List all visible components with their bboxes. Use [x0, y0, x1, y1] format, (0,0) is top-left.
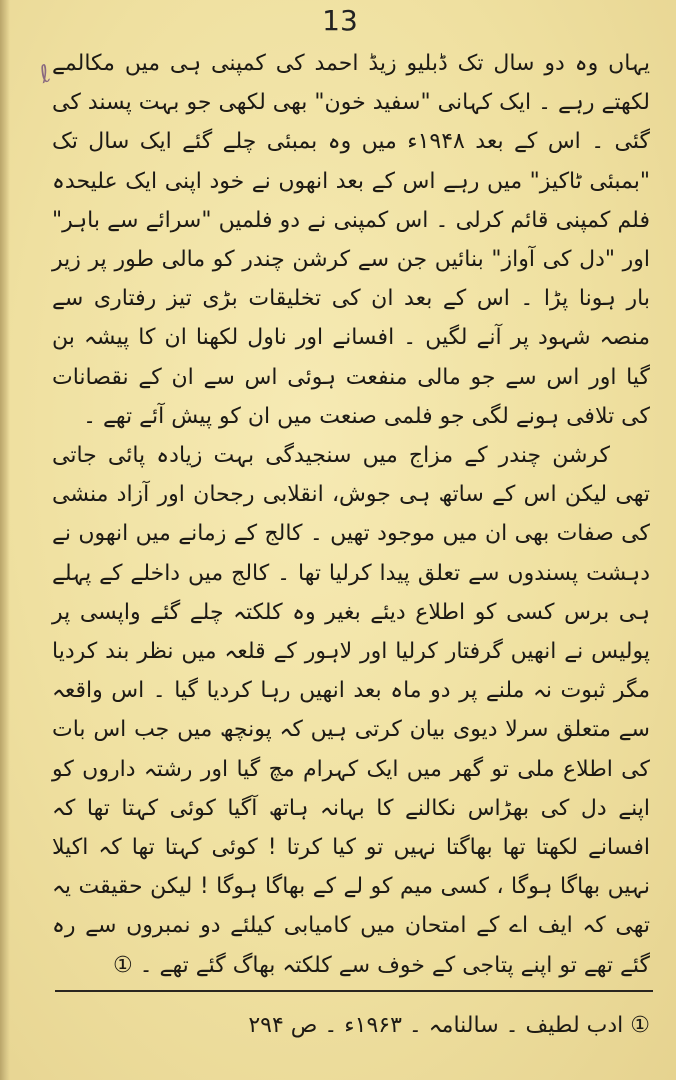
- page-number: 13: [322, 4, 358, 37]
- margin-mark: ℓ: [35, 59, 55, 89]
- footnote-divider: [55, 990, 653, 992]
- book-spine-shadow: [0, 0, 10, 1080]
- paragraph-2: کرشن چندر کے مزاج میں سنجیدگی بہت زیادہ پائی جاتی تھی لیکن اس کے ساتھ ہی جوش، انقلابی رجحان اور آزاد منشی کی صفات بھی ان میں موجود تھیں ۔ کالج کے زمانے میں انھوں نے دہشت پسندوں سے تعلق پیدا کرلیا تھا ۔ کالج میں داخلے کے پہلے ہی برس کسی کو اطلاع دیئے بغیر وہ کلکتہ چلے گئے واپسی پر پولیس نے انھیں گرفتار کرلیا اور لاہور کے قلعہ میں نظر بند کردیا مگر ثبوت نہ ملنے پر دو ماہ بعد انھیں رہا کردیا گیا ۔ اس واقعہ سے متعلق سرلا دیوی بیان کرتی ہیں کہ پونچھ میں جب اس بات کی اطلاع ملی تو گھر میں ایک کہرام مچ گیا اور رشتہ داروں کو اپنے دل کی بھڑاس نکالنے کا بہانہ ہاتھ آگیا کوئی کہتا تھا کہ افسانے لکھتا تھا بھاگتا نہیں تو کیا کرتا ! کوئی کہتا تھا کہ اکیلا نہیں بھاگا ہوگا ، کسی میم کو لے کے بھاگا ہوگا ! لیکن حقیقت یہ تھی کہ ایف اے کے امتحان میں کامیابی کیلئے دو نمبروں سے رہ گئے تھے تو اپنے پتاجی کے خوف سے کلکتہ بھاگ گئے تھے ۔ ①: [52, 443, 650, 978]
- footnote: ① ادب لطیف ۔ سالنامہ ۔ ۱۹۶۳ء ۔ ص ۲۹۴: [248, 1013, 650, 1038]
- paragraph-1: یہاں وہ دو سال تک ڈبلیو زیڈ احمد کی کمپنی ہی میں مکالمے لکھتے رہے ۔ ایک کہانی "سفید خون" بھی لکھی جو بہت پسند کی گئی ۔ اس کے بعد ۱۹۴۸ء میں وہ بمبئی چلے گئے ایک سال تک "بمبئی ٹاکیز" میں رہے اس کے بعد انھوں نے خود اپنی ایک علیحدہ فلم کمپنی قائم کرلی ۔ اس کمپنی نے دو فلمیں "سرائے سے باہر" اور "دل کی آواز" بنائیں جن سے کرشن چندر کو مالی طور پر زیر بار ہونا پڑا ۔ اس کے بعد ان کی تخلیقات بڑی تیز رفتاری سے منصہ شہود پر آنے لگیں ۔ افسانے اور ناول لکھنا ان کا پیشہ بن گیا اور اس سے جو مالی منفعت ہوئی اس سے ان کے نقصانات کی تلافی ہونے لگی جو فلمی صنعت میں ان کو پیش آئے تھے ۔: [52, 51, 651, 429]
- main-text: [52, 44, 650, 985]
